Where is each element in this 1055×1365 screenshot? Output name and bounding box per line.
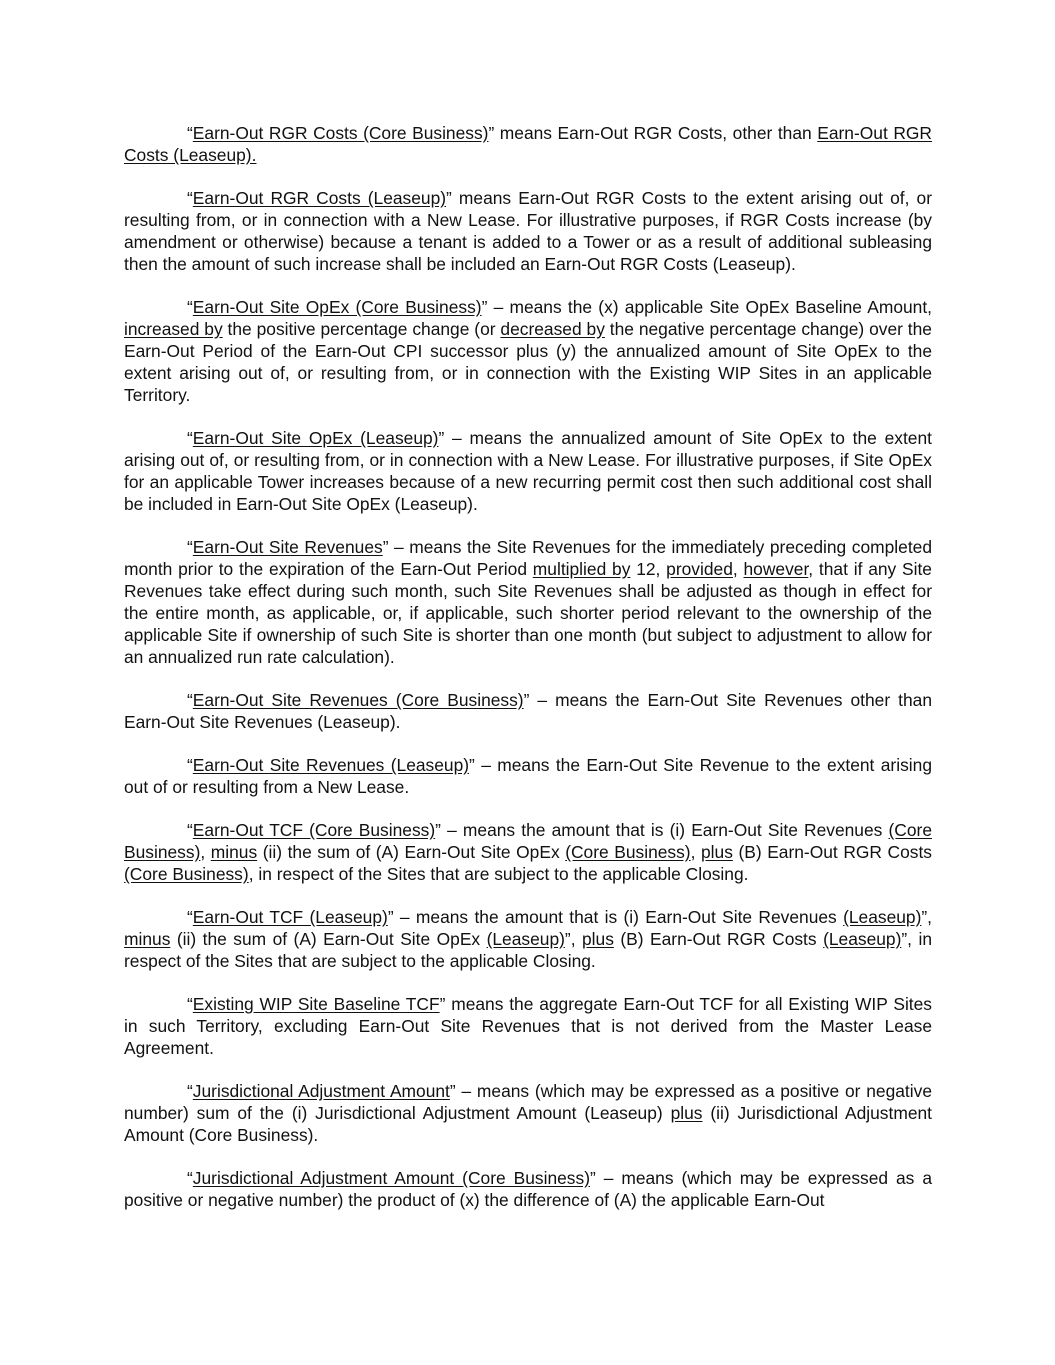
- paragraph-text: ,: [690, 842, 701, 862]
- defined-term-underlined: Earn-Out Site OpEx (Leaseup): [192, 428, 439, 448]
- definition-paragraph: [124, 187, 932, 275]
- paragraph-text: ”,: [564, 929, 582, 949]
- paragraph-text: “: [187, 537, 193, 557]
- paragraph-text: ” – means the amount that is (i) Earn-Out Site Revenues: [435, 820, 889, 840]
- defined-term-underlined: Jurisdictional Adjustment Amount (Core Business): [192, 1168, 590, 1188]
- definition-paragraph: [124, 427, 932, 515]
- defined-term-underlined: minus: [124, 929, 171, 949]
- defined-term-underlined: plus: [701, 842, 733, 862]
- paragraph-text: , in respect of the Sites that are subject to the applicable Closing.: [248, 864, 749, 884]
- defined-term-underlined: Earn-Out TCF (Leaseup): [192, 907, 388, 927]
- paragraph-text: , that if any Site Revenues take effect during such month, such Site Revenues shall be adjusted as though in effect for the entire month, as applicable, or, if applicable, such shorter period relevant to the ownership of the applicable Site if ownership of such Site is shorter than one month (but subject to adjustment to allow for an annualized run rate calculation).: [124, 559, 932, 667]
- defined-term-underlined: provided: [666, 559, 733, 579]
- definition-paragraph: [124, 1080, 932, 1146]
- paragraph-text: ” means the aggregate Earn-Out TCF for all Existing WIP Sites in such Territory, excluding Earn-Out Site Revenues that is not derived from the Master Lease Agreement.: [124, 994, 933, 1058]
- definition-paragraph: [124, 754, 932, 798]
- paragraph-text: “: [187, 755, 193, 775]
- paragraph-text: “: [187, 690, 193, 710]
- paragraph-text: ” – means the Site Revenues for the immediately preceding completed month prior to the expiration of the Earn-Out Period: [124, 537, 933, 579]
- paragraph-text: ” – means the amount that is (i) Earn-Out Site Revenues: [387, 907, 844, 927]
- defined-term-underlined: (Core Business): [124, 820, 932, 862]
- definition-paragraph: [124, 906, 932, 972]
- paragraph-text: “: [187, 297, 193, 317]
- defined-term-underlined: Earn-Out RGR Costs (Leaseup).: [124, 123, 932, 165]
- paragraph-text: the negative percentage change) over the Earn-Out Period of the Earn-Out CPI successor plus (y) the annualized amount of Site OpEx to the extent arising out of, or resulting from, or in connection with the Existing WIP Sites in an applicable Territory.: [124, 319, 932, 405]
- definition-paragraph: [124, 689, 932, 733]
- paragraph-text: “: [187, 1168, 193, 1188]
- paragraph-text: ”,: [921, 907, 932, 927]
- defined-term-underlined: increased by: [124, 319, 223, 339]
- defined-term-underlined: Earn-Out TCF (Core Business): [192, 820, 436, 840]
- paragraph-text: “: [187, 994, 193, 1014]
- paragraph-text: “: [187, 428, 193, 448]
- paragraph-text: ” means Earn-Out RGR Costs, other than: [488, 123, 818, 143]
- paragraph-text: (B) Earn-Out RGR Costs: [613, 929, 824, 949]
- defined-term-underlined: (Leaseup): [486, 929, 565, 949]
- paragraph-text: 12,: [630, 559, 667, 579]
- definition-paragraph: [124, 296, 932, 406]
- defined-term-underlined: Earn-Out RGR Costs (Core Business): [192, 123, 489, 143]
- paragraph-text: ” – means the annualized amount of Site OpEx to the extent arising out of, or resulting from, or in connection with a New Lease. For illustrative purposes, if Site OpEx for an applicable Tower increases because of a new recurring permit cost then such additional cost shall be included in Earn-Out Site OpEx (Leaseup).: [124, 428, 932, 514]
- paragraph-text: “: [187, 907, 193, 927]
- paragraph-text: “: [187, 123, 193, 143]
- defined-term-underlined: Earn-Out RGR Costs (Leaseup): [192, 188, 447, 208]
- defined-term-underlined: (Core Business): [124, 864, 249, 884]
- paragraph-text: ”, in respect of the Sites that are subject to the applicable Closing.: [124, 929, 932, 971]
- paragraph-text: ” – means (which may be expressed as a positive or negative number) the product of (x) the difference of (A) the applicable Earn-Out: [124, 1168, 932, 1210]
- paragraph-text: ” – means the Earn-Out Site Revenues other than Earn-Out Site Revenues (Leaseup).: [124, 690, 932, 732]
- paragraph-text: ,: [732, 559, 744, 579]
- defined-term-underlined: Earn-Out Site OpEx (Core Business): [192, 297, 482, 317]
- definition-paragraph: [124, 1167, 932, 1211]
- defined-term-underlined: plus: [582, 929, 614, 949]
- paragraph-text: ” – means the Earn-Out Site Revenue to the extent arising out of or resulting from a New Lease.: [124, 755, 932, 797]
- definition-paragraph: [124, 819, 932, 885]
- defined-term-underlined: Existing WIP Site Baseline TCF: [192, 994, 440, 1014]
- defined-term-underlined: multiplied by: [532, 559, 631, 579]
- paragraph-text: (ii) Jurisdictional Adjustment Amount (Core Business).: [124, 1103, 932, 1145]
- defined-term-underlined: (Leaseup): [843, 907, 922, 927]
- paragraph-text: “: [187, 188, 193, 208]
- paragraph-text: “: [187, 1081, 193, 1101]
- paragraph-text: ,: [200, 842, 211, 862]
- paragraph-text: “: [187, 820, 193, 840]
- paragraph-text: ” – means (which may be expressed as a positive or negative number) sum of the (i) Jurisdictional Adjustment Amount (Leaseup): [124, 1081, 932, 1123]
- definition-paragraph: [124, 536, 932, 668]
- paragraph-text: (B) Earn-Out RGR Costs: [732, 842, 932, 862]
- paragraph-text: ” – means the (x) applicable Site OpEx Baseline Amount,: [481, 297, 933, 317]
- paragraph-text: (ii) the sum of (A) Earn-Out Site OpEx: [257, 842, 566, 862]
- paragraph-text: ” means Earn-Out RGR Costs to the extent arising out of, or resulting from, or in connection with a New Lease. For illustrative purposes, if RGR Costs increase (by amendment or otherwise) because a tenant is added to a Tower or as a result of additional subleasing then the amount of such increase shall be included an Earn-Out RGR Costs (Leaseup).: [124, 188, 932, 274]
- document-page: [124, 122, 932, 1211]
- defined-term-underlined: Earn-Out Site Revenues (Core Business): [192, 690, 524, 710]
- defined-term-underlined: decreased by: [500, 319, 605, 339]
- defined-term-underlined: plus: [670, 1103, 703, 1123]
- defined-term-underlined: minus: [210, 842, 258, 862]
- defined-term-underlined: Jurisdictional Adjustment Amount: [192, 1081, 450, 1101]
- paragraph-text: the positive percentage change (or: [222, 319, 501, 339]
- paragraph-text: (ii) the sum of (A) Earn-Out Site OpEx: [170, 929, 487, 949]
- definition-paragraph: [124, 122, 932, 166]
- definition-paragraph: [124, 993, 932, 1059]
- defined-term-underlined: Earn-Out Site Revenues (Leaseup): [192, 755, 470, 775]
- defined-term-underlined: Earn-Out Site Revenues: [192, 537, 383, 557]
- defined-term-underlined: (Leaseup): [823, 929, 902, 949]
- defined-term-underlined: (Core Business): [565, 842, 691, 862]
- defined-term-underlined: however: [743, 559, 809, 579]
